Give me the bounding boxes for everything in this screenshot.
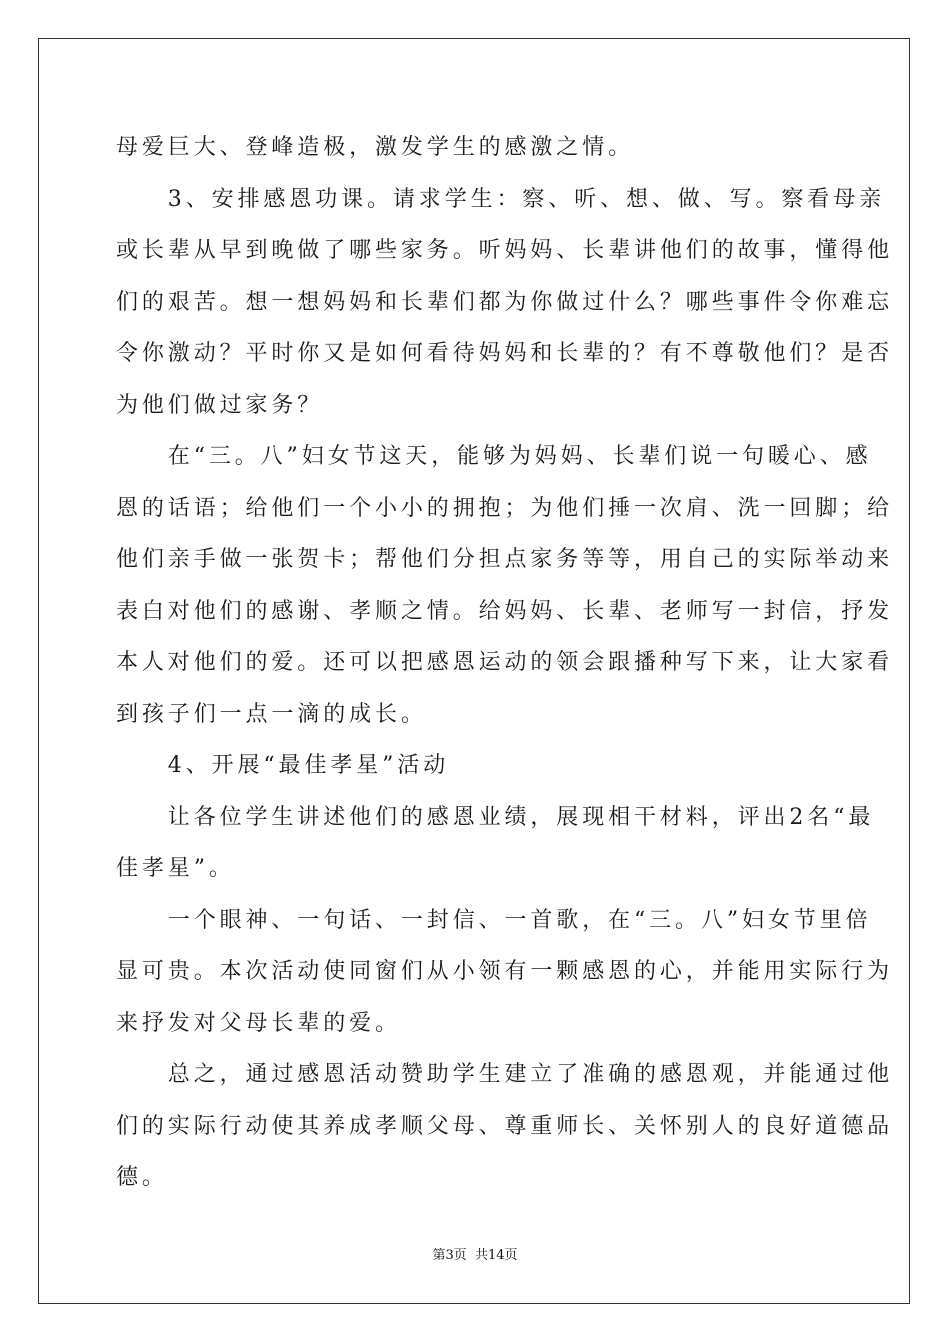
text-line: 们的艰苦。想一想妈妈和长辈们都为你做过什么？哪些事件令你难忘: [116, 290, 894, 315]
text-line: 到孩子们一点一滴的成长。: [116, 702, 427, 727]
text-line: 3、安排感恩功课。请求学生：察、听、想、做、写。察看母亲: [116, 187, 885, 212]
text-line: 让各位学生讲述他们的感恩业绩，展现相干材料，评出2名“最: [116, 805, 875, 830]
text-line: 德。: [116, 1165, 168, 1190]
text-line: 佳孝星”。: [116, 856, 235, 881]
page-footer: [0, 1246, 950, 1266]
section-heading: 4、开展“最佳孝星”活动: [116, 753, 450, 778]
text-line: 令你激动？平时你又是如何看待妈妈和长辈的？有不尊敬他们？是否: [116, 341, 894, 366]
text-line: 他们亲手做一张贺卡；帮他们分担点家务等等，用自己的实际举动来: [116, 547, 894, 572]
page-total: 共14页: [474, 1248, 518, 1263]
text-line: 表白对他们的感谢、孝顺之情。给妈妈、长辈、老师写一封信，抒发: [116, 599, 894, 624]
text-line: 恩的话语；给他们一个小小的拥抱；为他们捶一次肩、洗一回脚；给: [116, 496, 894, 521]
text-line: 为他们做过家务？: [116, 393, 324, 418]
page-number: 第3页: [432, 1248, 467, 1263]
text-line: 来抒发对父母长辈的爱。: [116, 1011, 401, 1036]
text-line: 本人对他们的爱。还可以把感恩运动的领会跟播种写下来，让大家看: [116, 650, 894, 675]
text-line: 或长辈从早到晚做了哪些家务。听妈妈、长辈讲他们的故事，懂得他: [116, 238, 894, 263]
text-line: 在“三。八”妇女节这天，能够为妈妈、长辈们说一句暖心、感: [116, 444, 872, 469]
text-line: 总之，通过感恩活动赞助学生建立了准确的感恩观，并能通过他: [116, 1062, 894, 1087]
text-line: 们的实际行动使其养成孝顺父母、尊重师长、关怀别人的良好道德品: [116, 1114, 894, 1139]
text-line: 显可贵。本次活动使同窗们从小领有一颗感恩的心，并能用实际行为: [116, 959, 894, 984]
text-line: 一个眼神、一句话、一封信、一首歌，在“三。八”妇女节里倍: [116, 908, 872, 933]
text-line: 母爱巨大、登峰造极，激发学生的感激之情。: [116, 135, 635, 160]
